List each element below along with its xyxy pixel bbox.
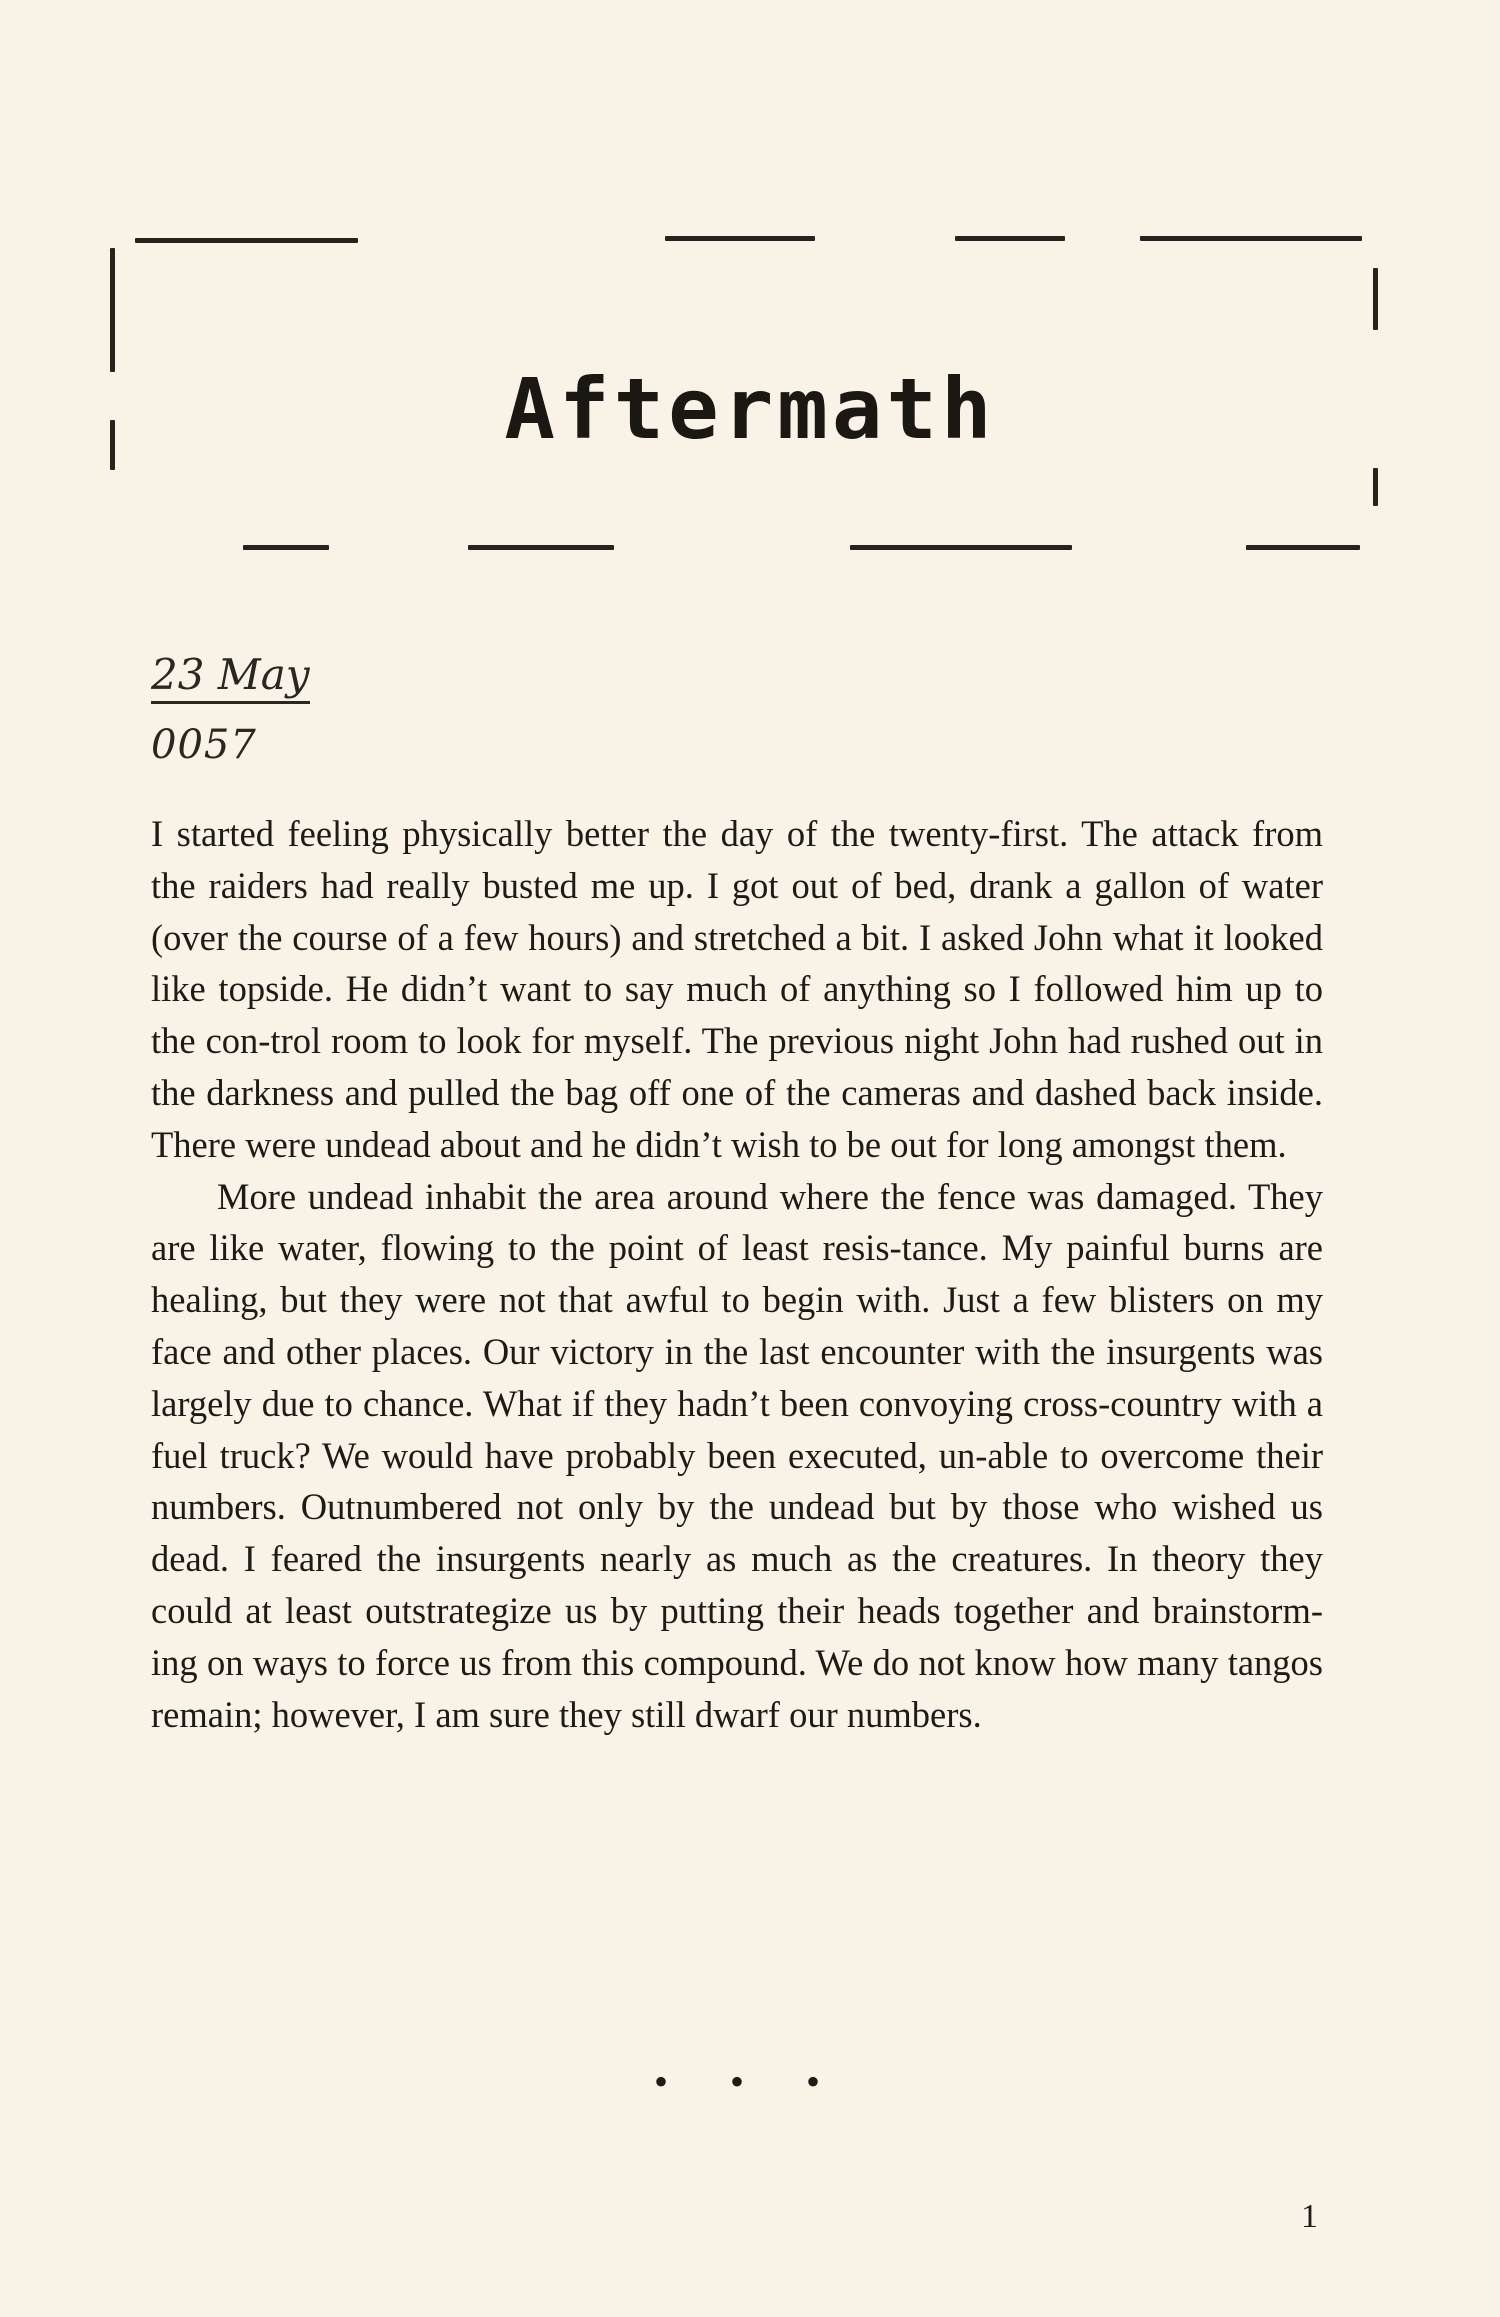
paragraph: More undead inhabit the area around where the fence was damaged. They are like water, flowing to the point of least resis-tance. My painful burns are healing, but they were not that awful to begin with. Just a few blisters on my face and other places. Our victory in the last encounter with the insurgents was largely due to chance. What if they hadn’t been convoying cross-country with a fuel truck? We would have probably been executed, un-able to overcome their numbers. Outnumbered not only by the undead but by those who wished us dead. I feared the insurgents nearly as much as the creatures. In theory they could at least outstrategize us by putting their heads together and brainstorm-ing on ways to force us from this compound. We do not know how many tangos remain; however, I am sure they still dwarf our numbers. [151,1175,1323,1735]
section-separator: • • • [653,2059,846,2104]
title-frame [0,0,1500,600]
frame-dash [110,248,115,372]
frame-dash [1140,236,1362,241]
frame-dash [955,236,1065,241]
frame-dash [1246,545,1360,550]
page-number: 1 [1301,2198,1318,2235]
frame-dash [1373,268,1378,330]
entry-heading [151,650,310,768]
frame-dash [850,545,1072,550]
frame-dash [1373,468,1378,506]
paragraph: I started feeling physically better the day of the twenty-first. The attack from the raiders had really busted me up. I got out of bed, drank a gallon of water (over the course of a few hours) and stretched a bit. I asked John what it looked like topside. He didn’t want to say much of anything so I followed him up to the con-trol room to look for myself. The previous night John had rushed out in the darkness and pulled the bag off one of the cameras and dashed back inside. There were undead about and he didn’t wish to be out for long amongst them. [151,813,1323,1165]
frame-dash [665,236,815,241]
entry-date: 23 May [151,650,310,704]
frame-dash [468,545,614,550]
frame-dash [243,545,329,550]
frame-dash [135,238,358,243]
journal-body [151,808,1323,1740]
entry-time: 0057 [151,722,257,768]
chapter-title: Aftermath [504,360,996,458]
